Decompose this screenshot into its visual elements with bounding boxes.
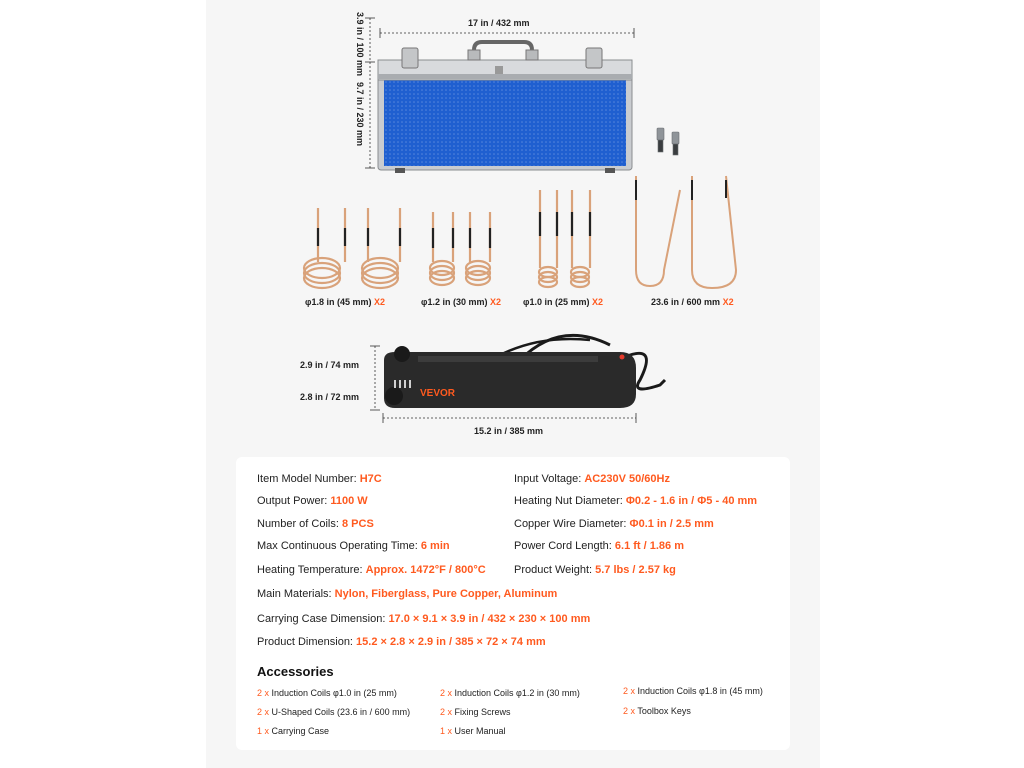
spec-heating-temp: Heating Temperature: Approx. 1472°F / 800°C bbox=[257, 564, 486, 576]
coil-caption-u-shaped: 23.6 in / 600 mm X2 bbox=[651, 297, 734, 307]
coil-caption-25mm: φ1.0 in (25 mm) X2 bbox=[523, 297, 603, 307]
spec-nut-diameter: Heating Nut Diameter: Φ0.2 - 1.6 in / Φ5 - 40 mm bbox=[514, 495, 758, 507]
carrying-case-image bbox=[378, 42, 632, 173]
spec-case-dimension: Carrying Case Dimension: 17.0 × 9.1 × 3.9 in / 432 × 230 × 100 mm bbox=[257, 613, 591, 625]
case-width-dimension-line bbox=[380, 28, 634, 38]
spec-max-time: Max Continuous Operating Time: 6 min bbox=[257, 540, 450, 552]
spec-product-dimension: Product Dimension: 15.2 × 2.8 × 2.9 in / 385 × 72 × 74 mm bbox=[257, 636, 546, 648]
spec-wire-diameter: Copper Wire Diameter: Φ0.1 in / 2.5 mm bbox=[514, 518, 714, 530]
spec-input-voltage: Input Voltage: AC230V 50/60Hz bbox=[514, 473, 670, 485]
accessory-item: 2 x Induction Coils φ1.2 in (30 mm) bbox=[440, 688, 580, 698]
tool-front-height-label: 2.9 in / 74 mm bbox=[300, 360, 360, 370]
case-depth-label: 3.9 in / 100 mm bbox=[355, 12, 365, 77]
accessory-item: 1 x User Manual bbox=[440, 726, 506, 736]
spec-output-power: Output Power: 1100 W bbox=[257, 495, 368, 507]
spec-cord-length: Power Cord Length: 6.1 ft / 1.86 m bbox=[514, 540, 684, 552]
accessory-item: 2 x Induction Coils φ1.8 in (45 mm) bbox=[623, 686, 763, 696]
case-height-label: 9.7 in / 230 mm bbox=[355, 82, 365, 147]
coil-caption-45mm: φ1.8 in (45 mm) X2 bbox=[305, 297, 385, 307]
accessories-title: Accessories bbox=[257, 664, 334, 679]
case-height-dimension-line bbox=[365, 18, 375, 168]
coil-45mm-image bbox=[304, 208, 400, 288]
spec-model: Item Model Number: H7C bbox=[257, 473, 382, 485]
toolbox-keys-image bbox=[657, 128, 679, 155]
accessory-item: 1 x Carrying Case bbox=[257, 726, 330, 736]
brand-logo: VEVOR bbox=[420, 388, 456, 399]
coil-caption-30mm: φ1.2 in (30 mm) X2 bbox=[421, 297, 501, 307]
case-width-label: 17 in / 432 mm bbox=[468, 18, 530, 28]
accessory-item: 2 x Induction Coils φ1.0 in (25 mm) bbox=[257, 688, 397, 698]
spec-materials: Main Materials: Nylon, Fiberglass, Pure Copper, Aluminum bbox=[257, 588, 558, 600]
spec-number-of-coils: Number of Coils: 8 PCS bbox=[257, 518, 374, 530]
spec-weight: Product Weight: 5.7 lbs / 2.57 kg bbox=[514, 564, 676, 576]
accessory-item: 2 x U-Shaped Coils (23.6 in / 600 mm) bbox=[257, 707, 411, 717]
tool-rear-height-label: 2.8 in / 72 mm bbox=[300, 392, 360, 402]
coil-25mm-image bbox=[539, 190, 590, 287]
accessory-item: 2 x Fixing Screws bbox=[440, 707, 511, 717]
u-shaped-coils-image bbox=[636, 176, 736, 288]
tool-length-label: 15.2 in / 385 mm bbox=[474, 426, 544, 436]
accessory-item: 2 x Toolbox Keys bbox=[623, 706, 691, 716]
coil-30mm-image bbox=[430, 212, 490, 285]
